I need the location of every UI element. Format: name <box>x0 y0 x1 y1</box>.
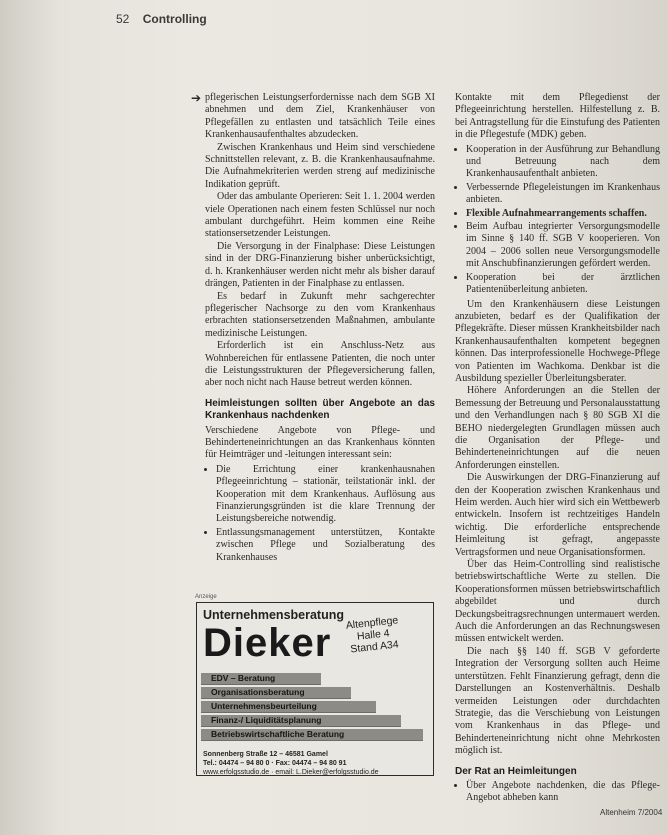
ad-company-name: Dieker <box>203 621 332 665</box>
page-header <box>116 12 207 26</box>
ad-staircase-graphic <box>201 673 423 749</box>
ad-stand-line: Halle 4 <box>356 627 391 643</box>
list-item: • Beim Aufbau integrierter Versorgungsmodelle im Sinne § 140 ff. SGB V kooperieren. Von 2004 – 2006 sollen neue Versorgungsmodelle mit Anschubfinanzierungen gefördert werden. <box>466 221 660 271</box>
ad-service: Betriebswirtschaftliche Beratung <box>211 729 345 739</box>
page-number: 52 <box>116 12 130 26</box>
text-column-right <box>455 92 660 807</box>
list-item: • Verbessernde Pflegeleistungen im Krankenhaus anbieten. <box>466 182 660 207</box>
list-item: • Die Errichtung einer krankenhausnahen Pflegeeinrichtung – stationär, teilstationär inkl. der Kooperation mit dem Krankenhaus. Auflösung aus Finanzierungsgründen ist die klare Trennung der Leistungsbereiche notwendig. <box>216 464 435 526</box>
ad-title: Unternehmensberatung <box>203 608 344 622</box>
ad-stand-line: Altenpflege <box>345 614 399 632</box>
arrow-right-icon: ➔ <box>191 91 202 105</box>
ad-service: Unternehmensbeurteilung <box>211 701 317 711</box>
paragraph: Erforderlich ist ein Anschluss-Netz aus Wohnbereichen für entlassene Patienten, die noch unter die Leistungsstrukturen der Pflegeversicherung fallen, aber noch nicht nach Hause betreut werden können. <box>205 340 435 389</box>
list-item: • Kooperation in der Ausführung zur Behandlung und Betreuung nach dem Krankenhausaufenthalt anbieten. <box>466 144 660 181</box>
page-footer: Altenheim 7/2004 <box>600 808 663 817</box>
paragraph: Kontakte mit dem Pflegedienst der Pflegeeinrichtung herstellen. Hilfestellung z. B. bei Antragstellung für die Einstufung des Patienten in die Pflegestufe (MDK) geben. <box>455 92 660 141</box>
paragraph: Verschiedene Angebote von Pflege- und Behinderteneinrichtungen an das Krankenhaus könnten für Heimträger und -leitungen interessant sein: <box>205 424 435 461</box>
ad-fair-stand <box>345 614 401 655</box>
ad-service: Finanz-/ Liquiditätsplanung <box>211 715 322 725</box>
list-item: • Flexible Aufnahmearrangements schaffen. <box>466 208 660 220</box>
ad-service: EDV – Beratung <box>211 673 276 683</box>
section-title: Controlling <box>142 12 207 26</box>
list-item: • Kooperation bei der ärztlichen Patientenüberleitung anbieten. <box>466 272 660 297</box>
paragraph: Die nach §§ 140 ff. SGB V geforderte Integration der Versorgung sollten auch Heime unterstützen. Fehlt Finanzierung gefragt, denn die Darstellungen an Kostenverhältnis. Deshalb vermeiden Leistungen oder durchdachten Strategie, das die Verschiebung von Leistungen vom Krankenhaus in das Pflege- und Behinderteneinrichtung nicht ohne Mehrkosten möglich ist. <box>455 645 660 757</box>
bullet-list <box>455 144 660 297</box>
paragraph: Höhere Anforderungen an die Stellen der Bemessung der Betreuung und Personalausstattung und den Verhandlungen nach § 80 SGB XI die BEHO niedergelegten Grundlagen müssen auch die Organisation der Pflege- und Behinderteneinrichtungen auf die neuen Anforderungen einstellen. <box>455 385 660 471</box>
paragraph: Es bedarf in Zukunft mehr sachgerechter pflegerischer Nachsorge zu den vom Krankenhaus erbrachten stationsersetzenden Maßnahmen, ambulante medizinische Leistungen. <box>205 290 435 339</box>
section-heading: Der Rat an Heimleitungen <box>455 765 577 777</box>
bullet-list <box>455 780 660 805</box>
ad-phone: Tel.: 04474 – 94 80 0 · Fax: 04474 – 94 80 91 <box>203 759 347 767</box>
ad-contact <box>203 751 379 776</box>
list-item: • Entlassungsmanagement unterstützen, Kontakte zwischen Pflege und Sozialberatung des Krankenhauses <box>216 527 435 564</box>
ad-web-email: www.erfolgsstudio.de · email: L.Dieker@erfolgsstudio.de <box>203 768 379 776</box>
advertisement <box>196 602 434 776</box>
paragraph: Oder das ambulante Operieren: Seit 1. 1. 2004 werden viele Operationen nach einem festen Schlüssel nur noch ambulant durchgeführt. Heim kommen eine Reihe stationsersetzender Leistungen. <box>205 191 435 240</box>
paragraph: Die Versorgung in der Finalphase: Diese Leistungen sind in der DRG-Finanzierung bisher unberücksichtigt, d. h. Krankenhäuser werden nicht mehr als bisher darauf drängen, Patienten in der Finalphase zu entlassen. <box>205 240 435 290</box>
ad-label: Anzeige <box>195 594 217 600</box>
text-column-left <box>191 91 435 566</box>
paragraph: Um den Krankenhäusern diese Leistungen anzubieten, bedarf es der Qualifikation der Pflegekräfte. Dieser müssen Krankheitsbilder nach Krankenhausaufenthalten kompetent begegnen können. Das interprofessionelle Hochwege-Pflege von Patienten im Wachkoma. Denkbar ist die Ausbildung spezieller Überleitungsberater. <box>455 298 660 384</box>
paragraph: pflegerischen Leistungserfordernisse nach dem SGB XI abnehmen und dem Ziel, Krankenhäuser von Pflegefällen zu entlasten und tatsächlich Teile eines Krankenhausaufenthaltes abzudecken. <box>205 92 435 141</box>
ad-address: Sonnenberg Straße 12 – 46581 Gamel <box>203 751 328 758</box>
paragraph: Die Auswirkungen der DRG-Finanzierung auf den der Kooperation zwischen Krankenhaus und Heim werden. Auch hier wird sich ein Wettbewerb entwickeln. Insofern ist rechtzeitiges Handeln wichtig. Die erforderliche entsprechende Heimleitung ist gefragt, angepasste Vertragsformen und neue Organisationsformen. <box>455 472 660 558</box>
ad-stand-line: Stand A34 <box>349 638 400 656</box>
section-heading: Heimleistungen sollten über Angebote an das Krankenhaus nachdenken <box>205 397 435 422</box>
paragraph: Zwischen Krankenhaus und Heim sind verschiedene Schnittstellen relevant, z. B. die Krankenhausaufnahme. Die Aufnahmekriterien werden streng auf medizinische Indikation geprüft. <box>205 141 435 190</box>
bullet-list <box>205 464 435 564</box>
paragraph: Über das Heim-Controlling sind realistische betriebswirtschaftliche Werte zu stellen. Die Kooperationsformen müssen betriebswirtschaftlich abgebildet und durch Deckungsbeitragsrechnungen untermauert werden. Auch die Anforderungen an das Rechnungswesen müssen entwickelt werden. <box>455 559 660 645</box>
ad-service: Organisationsberatung <box>211 687 305 697</box>
list-item: • Über Angebote nachdenken, die das Pflege-Angebot abheben kann <box>466 780 660 805</box>
